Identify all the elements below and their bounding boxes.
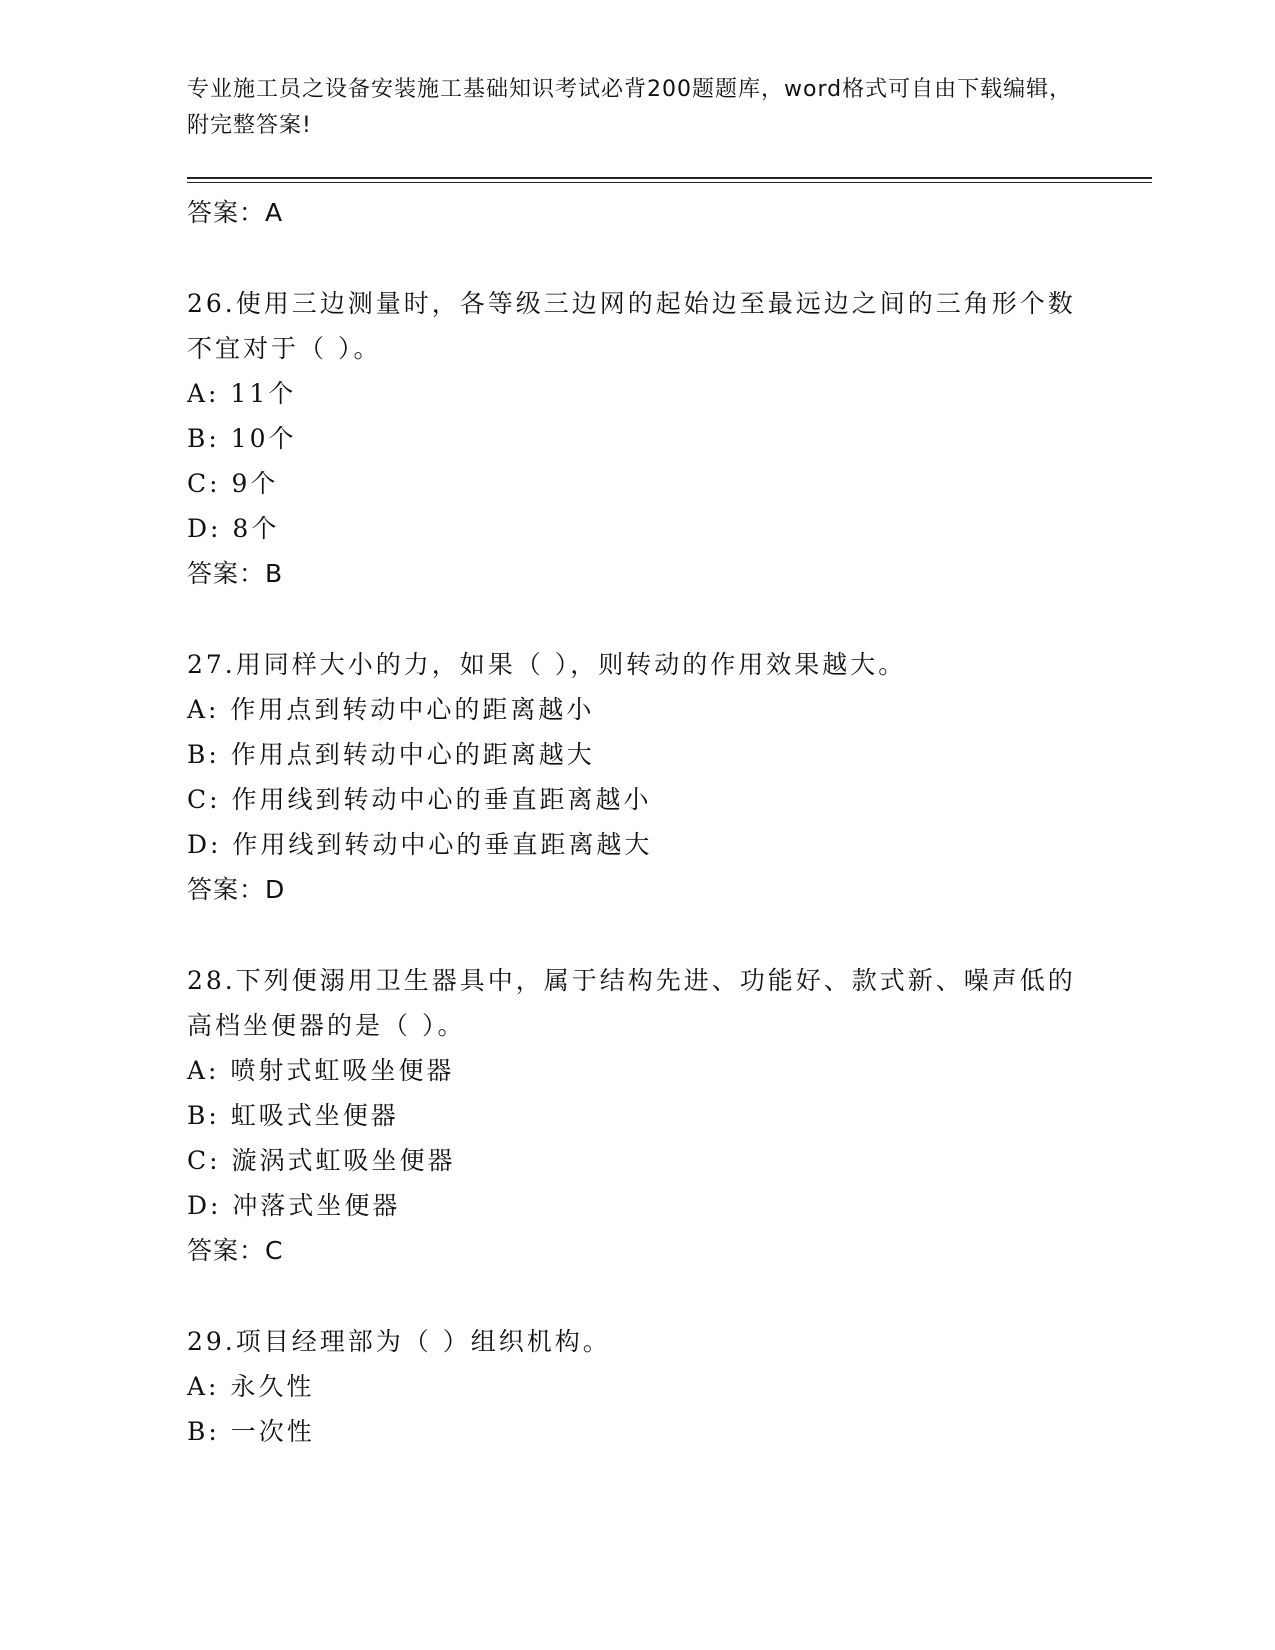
option-26-c: C: 9个 [187, 469, 279, 498]
page-header-title: 专业施工员之设备安装施工基础知识考试必背200题题库，word格式可自由下载编辑，附完整答案! [187, 77, 1073, 138]
option-28-c: C: 漩涡式虹吸坐便器 [187, 1146, 456, 1175]
question-29: 29.项目经理部为（ ）组织机构。 [187, 1327, 611, 1356]
option-28-a: A: 喷射式虹吸坐便器 [187, 1056, 455, 1085]
option-27-b: B: 作用点到转动中心的距离越大 [187, 740, 595, 769]
header-divider-thin [187, 182, 1152, 183]
answer-28: 答案：C [187, 1236, 284, 1265]
option-27-c: C: 作用线到转动中心的垂直距离越小 [187, 785, 652, 814]
question-27: 27.用同样大小的力，如果（ ），则转动的作用效果越大。 [187, 650, 907, 679]
question-list [187, 190, 1087, 1454]
answer-27: 答案：D [187, 875, 286, 904]
option-27-d: D: 作用线到转动中心的垂直距离越大 [187, 830, 653, 859]
option-26-d: D: 8个 [187, 514, 280, 543]
answer-26: 答案：B [187, 559, 284, 588]
option-29-a: A: 永久性 [187, 1372, 315, 1401]
option-28-b: B: 虹吸式坐便器 [187, 1101, 399, 1130]
answer-25: 答案：A [187, 198, 284, 227]
option-27-a: A: 作用点到转动中心的距离越小 [187, 695, 595, 724]
option-26-b: B: 10个 [187, 424, 297, 453]
option-28-d: D: 冲落式坐便器 [187, 1191, 401, 1220]
question-28: 28.下列便溺用卫生器具中，属于结构先进、功能好、款式新、噪声低的高档坐便器的是（ ）。 [187, 966, 1076, 1040]
option-29-b: B: 一次性 [187, 1417, 315, 1446]
option-26-a: A: 11个 [187, 379, 297, 408]
question-26: 26.使用三边测量时，各等级三边网的起始边至最远边之间的三角形个数不宜对于（ ）。 [187, 289, 1076, 363]
header-divider-thick [187, 177, 1152, 179]
